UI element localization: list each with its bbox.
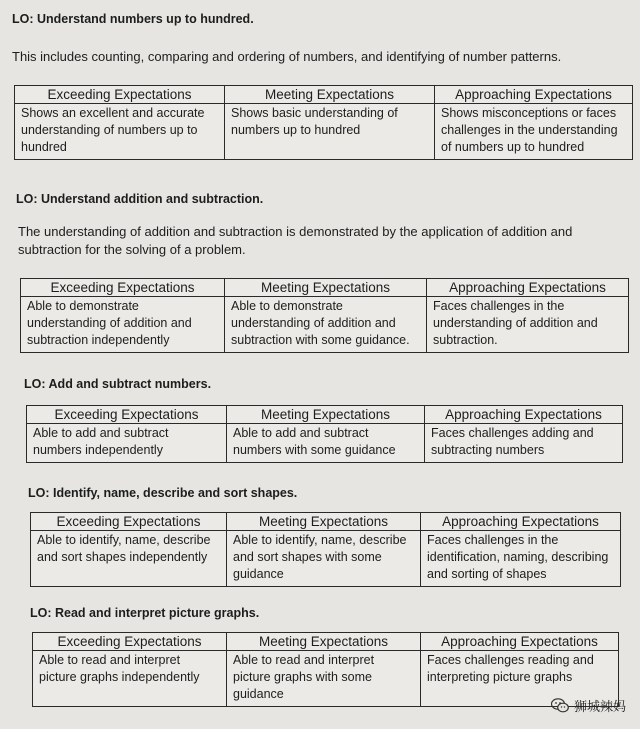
lo-description [12,48,561,66]
cell-exceeding [33,651,227,707]
rubric-header-row [21,279,629,297]
cell-line: Able to add and subtract [233,426,369,440]
cell-line: understanding of addition and [231,316,396,330]
header-approaching: Approaching Expectations [435,86,633,104]
cell-exceeding [31,531,227,587]
cell-line: Able to read and interpret [39,653,181,667]
header-approaching: Approaching Expectations [421,513,621,531]
cell-line: subtracting numbers [431,443,545,457]
rubric-header-row [31,513,621,531]
header-meeting: Meeting Expectations [227,633,421,651]
header-approaching: Approaching Expectations [421,633,619,651]
cell-line: Faces challenges reading and [427,653,594,667]
cell-line: Able to identify, name, describe [37,533,211,547]
cell-line: and sort shapes independently [37,550,208,564]
header-approaching: Approaching Expectations [427,279,629,297]
cell-line: subtraction independently [27,333,170,347]
rubric-table [32,632,619,707]
lo-heading: LO: Identify, name, describe and sort shapes. [28,486,298,500]
cell-exceeding [27,424,227,463]
watermark-text: 狮城辣妈 [573,699,626,714]
cell-line: understanding of numbers up to [21,123,198,137]
header-exceeding: Exceeding Expectations [21,279,225,297]
cell-line: hundred [21,140,67,154]
cell-line: Able to read and interpret [233,653,375,667]
cell-line: Faces challenges in the [433,299,565,313]
cell-line: and sort shapes with some [233,550,382,564]
header-exceeding: Exceeding Expectations [15,86,225,104]
cell-exceeding [21,297,225,353]
rubric-body-row [33,651,619,707]
header-exceeding: Exceeding Expectations [31,513,227,531]
cell-line: Able to add and subtract [33,426,169,440]
cell-line: of numbers up to hundred [441,140,585,154]
cell-line: numbers independently [33,443,163,457]
rubric-table [30,512,621,587]
wechat-icon [551,698,569,713]
cell-line: numbers with some guidance [233,443,396,457]
cell-line: picture graphs independently [39,670,200,684]
cell-meeting [227,424,425,463]
cell-approaching [425,424,623,463]
cell-line: guidance [233,567,284,581]
cell-line: guidance [233,687,284,701]
header-meeting: Meeting Expectations [225,86,435,104]
cell-line: and sorting of shapes [427,567,547,581]
cell-line: Shows misconceptions or faces [441,106,617,120]
cell-meeting [225,104,435,160]
cell-line: Shows basic understanding of [231,106,398,120]
cell-line: Faces challenges in the [427,533,559,547]
cell-line: Able to demonstrate [231,299,343,313]
cell-line: understanding of addition and [433,316,598,330]
header-meeting: Meeting Expectations [227,406,425,424]
header-meeting: Meeting Expectations [227,513,421,531]
lo-description [18,223,572,259]
lo-heading: LO: Read and interpret picture graphs. [30,606,260,620]
lo-heading: LO: Add and subtract numbers. [24,377,212,391]
cell-meeting [225,297,427,353]
lo-heading: LO: Understand addition and subtraction. [16,192,264,206]
rubric-table [26,405,623,463]
cell-line: challenges in the understanding [441,123,618,137]
cell-line: Able to demonstrate [27,299,139,313]
cell-line: Able to identify, name, describe [233,533,407,547]
cell-meeting [227,651,421,707]
rubric-table [20,278,629,353]
header-exceeding: Exceeding Expectations [33,633,227,651]
rubric-header-row [27,406,623,424]
header-approaching: Approaching Expectations [425,406,623,424]
cell-line: subtraction with some guidance. [231,333,410,347]
cell-line: Shows an excellent and accurate [21,106,205,120]
cell-line: Faces challenges adding and [431,426,594,440]
lo-heading: LO: Understand numbers up to hundred. [12,12,254,26]
cell-approaching [435,104,633,160]
cell-line: picture graphs with some [233,670,372,684]
cell-line: numbers up to hundred [231,123,361,137]
rubric-body-row [21,297,629,353]
rubric-header-row [33,633,619,651]
cell-line: subtraction. [433,333,498,347]
description-line: This includes counting, comparing and ordering of numbers, and identifying of number patterns. [12,49,562,64]
rubric-header-row [15,86,633,104]
cell-line: identification, naming, describing [427,550,609,564]
rubric-body-row [31,531,621,587]
cell-meeting [227,531,421,587]
cell-line: interpreting picture graphs [427,670,573,684]
rubric-table [14,85,633,160]
description-line: subtraction for the solving of a problem. [18,242,246,257]
rubric-body-row [15,104,633,160]
description-line: The understanding of addition and subtraction is demonstrated by the application of addition and [18,224,573,239]
cell-approaching [421,531,621,587]
cell-approaching [427,297,629,353]
watermark [551,696,626,715]
cell-exceeding [15,104,225,160]
header-meeting: Meeting Expectations [225,279,427,297]
header-exceeding: Exceeding Expectations [27,406,227,424]
rubric-body-row [27,424,623,463]
cell-line: understanding of addition and [27,316,192,330]
